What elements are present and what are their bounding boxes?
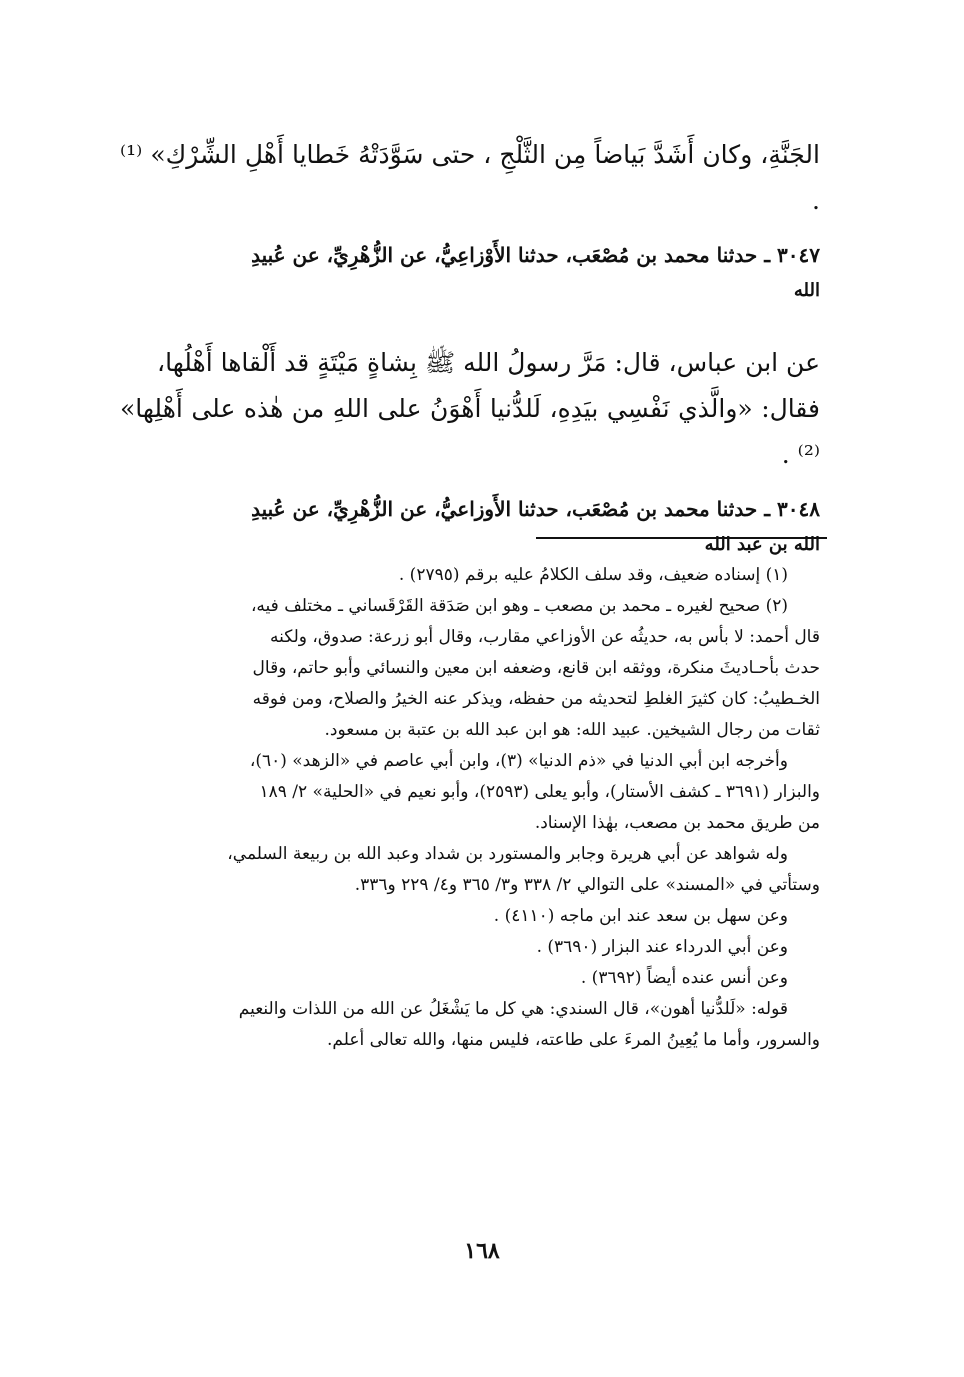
page-number: ١٦٨ [464, 1238, 500, 1264]
shawahid-line: وله شواهد عن أبي هريرة وجابر والمستورد بن شداد وعبد الله بن ربيعة السلمي، [227, 844, 788, 864]
shahid-sahl: وعن سهل بن سعد عند ابن ماجه (٤١١٠) . [493, 906, 788, 926]
main-text [120, 132, 820, 594]
hadith-number: ٣٠٤٧ [777, 243, 820, 267]
footnote-2-line: حدث بأحـاديثَ منكرة، ووثقه ابن قانع، وضعفه ابن معين والنسائي وأبو حاتم، وقال [252, 658, 820, 678]
footnote-2-line: الخـطيبُ: كان كثيرَ الغلطِ لتحديثه من حفظه، ويذكر عنه الخيرُ والصلاح، ومن فوقه [252, 689, 820, 709]
footnotes [128, 560, 820, 1056]
isnad-continuation: الله بن عبد الله [704, 534, 820, 555]
hadith-3047-text-line1: عن ابن عباس، قال: مَرَّ رسولُ الله ﷺ بِشاةٍ مَيْتَةٍ قد أَلْقاها أَهْلُها، [157, 348, 820, 377]
shahid-abi-darda: وعن أبي الدرداء عند البزار (٣٦٩٠) . [536, 937, 788, 957]
sindi-comment-line: والسرور، وأما ما يُعِينُ المرءَ على طاعته، فليس منها، والله تعالى أعلم. [327, 1030, 820, 1050]
hadith-3047-chain [120, 234, 820, 276]
footnote-1: (١) إسناده ضعيف، وقد سلف الكلامُ عليه برقم (٢٧٩٥) . [398, 565, 788, 585]
sindi-comment-line: قوله: «لَلدُّنيا أهون»، قال السندي: هي كل ما يَشْغَلُ عن الله من اللذات والنعيم [238, 999, 788, 1019]
takhrij-line: وأخرجه ابن أبي الدنيا في «ذم الدنيا» (٣)، وابن أبي عاصم في «الزهد» (٦٠)، [249, 751, 788, 771]
isnad-text: ـ حدثنا محمد بن مُصْعَب، حدثنا الأَوْزاعِيُّ، عن الزُّهْرِيِّ، عن عُبيدِ [251, 243, 771, 267]
footnote-2-line: ثقات من رجال الشيخين. عبيد الله: هو ابن عبد الله بن عتبة بن مسعود. [324, 720, 820, 740]
isnad-text: ـ حدثنا محمد بن مُصْعَب، حدثنا الأَوزاعيُّ، عن الزُّهْرِيِّ، عن عُبيدِ [251, 497, 771, 521]
footnote-separator [536, 537, 827, 539]
footnote-2-line: (٢) صحيح لغيره ـ محمد بن مصعب ـ وهو ابن صَدَقة القَرْقَساني ـ مختلف فيه، [250, 596, 788, 616]
footnote-2-line: قال أحمد: لا بأس به، حديثُه عن الأوزاعي مقارب، وقال أبو زرعة: صدوق، ولكنه [269, 627, 820, 647]
shahid-anas: وعن أنس عنده أيضاً (٣٦٩٢) . [580, 968, 788, 988]
hadith-3048-chain [120, 488, 820, 530]
hadith-number: ٣٠٤٨ [777, 497, 820, 521]
takhrij-line: من طريق محمد بن مصعب، بهٰذا الإسناد. [534, 813, 820, 833]
shawahid-line: وستأتي في «المسند» على التوالي ٢/ ٣٣٨ و٣/ ٣٦٥ و٤/ ٢٢٩ و٣٣٦. [354, 875, 820, 895]
hadith-3046-ending: الجَنَّةِ، وكان أَشَدَّ بَياضاً مِن الثَّلْجِ ، حتى سَوَّدَتْهُ خَطايا أَهْلِ الشِّرْكِ» ⁽¹⁾ . [120, 140, 820, 215]
takhrij-line: والبزار (٣٦٩١ ـ كشف الأستار)، وأبو يعلى (٢٥٩٣)، وأبو نعيم في «الحلية» ٢/ ١٨٩ [259, 782, 820, 802]
isnad-continuation: الله [793, 280, 820, 301]
hadith-3047-text-line2: فقال: «والَّذي نَفْسِي بيَدِهِ، لَلدُّنيا أَهْوَنُ على اللهِ من هٰذه على أَهْلِها» ⁽²⁾ . [120, 394, 820, 469]
